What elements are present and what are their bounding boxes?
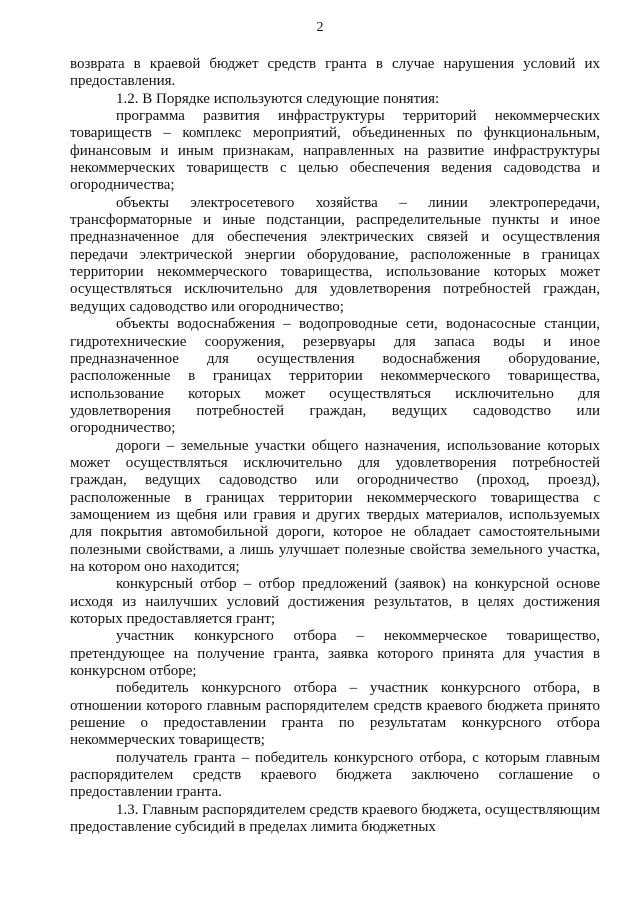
paragraph-section-1-3: 1.3. Главным распорядителем средств краевого бюджета, осуществляющим предоставление субсидий в пределах лимита бюджетных [70,801,600,836]
paragraph-definition-electric-grid: объекты электросетевого хозяйства – линии электропередачи, трансформаторные и иные подстанции, распределительные пункты и иное предназначенное для обеспечения электрических связей и осуществления передачи электрической энергии оборудование, расположенные в границах территории некоммерческого товарищества, использование которых может осуществляться исключительно для удовлетворения потребностей граждан, ведущих садоводство или огородничество; [70,194,600,315]
paragraph: возврата в краевой бюджет средств гранта в случае нарушения условий их предоставления. [70,56,600,90]
paragraph-definition-roads: дороги – земельные участки общего назначения, использование которых может осуществляться исключительно для удовлетворения потребностей граждан, ведущих садоводство или огородничество (проход, проезд), расположенные в границах территории некоммерческого товарищества с замощением из щебня или гравия и других твердых материалов, используемых для покрытия автомобильной дороги, которое не обладает самостоятельными полезными свойствами, а лишь улучшает полезные свойства земельного участка, на котором оно находится; [70,437,600,575]
paragraph-definition-water-supply: объекты водоснабжения – водопроводные сети, водонасосные станции, гидротехнические сооружения, резервуары для запаса воды и иное предназначенное для осуществления водоснабжения оборудование, расположенные в границах территории некоммерческого товарищества, использование которых может осуществляться исключительно для удовлетворения потребностей граждан, ведущих садоводство или огородничество; [70,316,600,437]
paragraph-definition-winner: победитель конкурсного отбора – участник конкурсного отбора, в отношении которого главным распорядителем средств краевого бюджета принято решение о предоставлении гранта по результатам конкурсного отбора некоммерческих товариществ; [70,680,600,749]
paragraph: 1.2. В Порядке используются следующие понятия: [116,90,440,107]
page-number: 2 [316,20,324,35]
paragraph-definition-program: программа развития инфраструктуры территорий некоммерческих товариществ – комплекс мероприятий, объединенных по функциональным, финансовым и иным признакам, направленных на развитие инфраструктуры некоммерческих товариществ с целью обеспечения ведения садоводства и огородничества; [70,108,600,194]
paragraph-definition-recipient: получатель гранта – победитель конкурсного отбора, с которым главным распорядителем средств краевого бюджета заключено соглашение о предоставлении гранта. [70,749,600,801]
paragraph-definition-competitive-selection: конкурсный отбор – отбор предложений (заявок) на конкурсной основе исходя из наилучших условий достижения результатов, в целях достижения которых предоставляется грант; [70,576,600,627]
paragraph-definition-participant: участник конкурсного отбора – некоммерческое товарищество, претендующее на получение гранта, заявка которого принята для участия в конкурсном отборе; [70,628,600,680]
document-body [70,56,600,836]
